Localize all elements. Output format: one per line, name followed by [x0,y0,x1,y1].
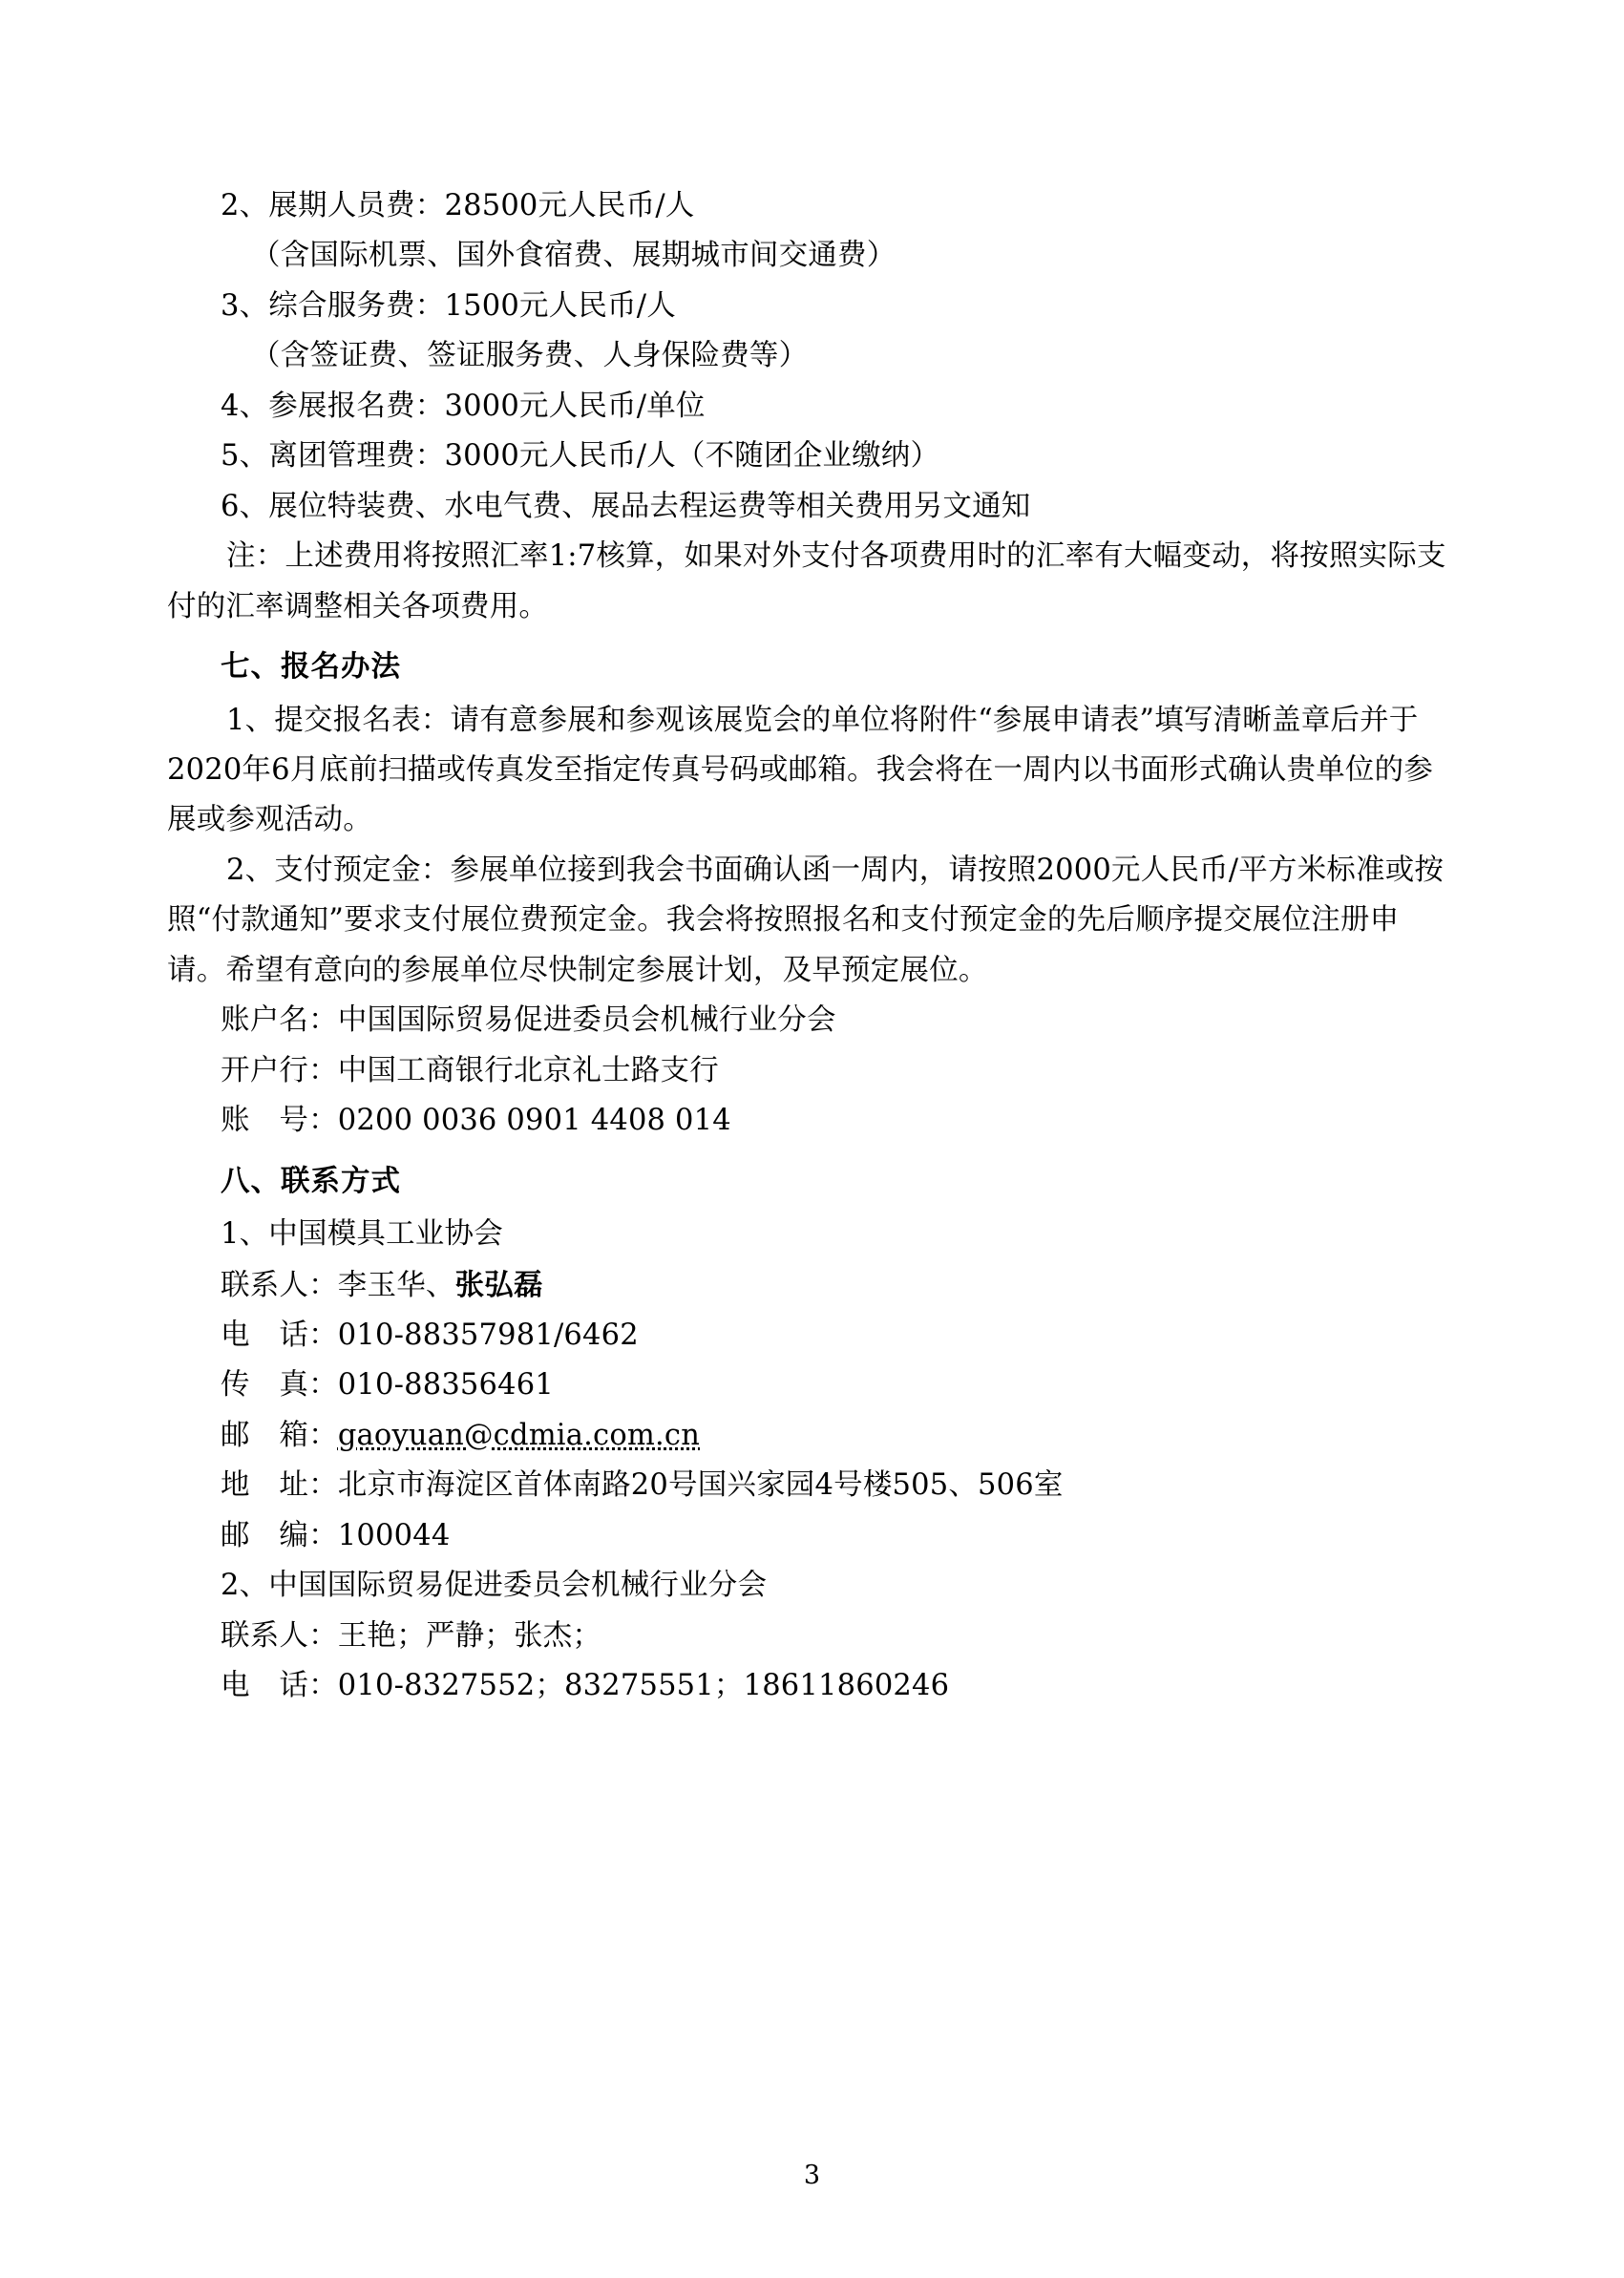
fee-item: 5、离团管理费：3000元人民币/人（不随团企业缴纳） [221,439,940,474]
fee-note: 注：上述费用将按照汇率1:7核算，如果对外支付各项费用时的汇率有大幅变动，将按照实际支付的汇率调整相关各项费用。 [167,539,1446,623]
org1-contact-prefix: 联系人：李玉华、 [221,1268,455,1302]
fee-item-detail: （含国际机票、国外食宿费、展期城市间交通费） [251,239,896,273]
org1-title: 1、中国模具工业协会 [221,1217,503,1252]
org1-fax: 传 真：010-88356461 [221,1368,554,1403]
org1-phone: 电 话：010-88357981/6462 [221,1318,639,1352]
fee-item: 4、参展报名费：3000元人民币/单位 [221,389,706,423]
org1-email-address[interactable]: gaoyuan@cdmia.com.cn [337,1418,701,1452]
page-number: 3 [803,2161,821,2190]
section-heading-seven: 七、报名办法 [221,649,401,685]
org1-contact-highlight: 张弘磊 [454,1267,543,1302]
org2-contact-person: 联系人：王艳；严静；张杰； [221,1618,602,1653]
org2-title: 2、中国国际贸易促进委员会机械行业分会 [221,1569,768,1603]
org1-contact-person [167,1260,1457,1311]
fee-item: 2、展期人员费：28500元人民币/人 [221,189,695,222]
section-seven-paragraph-1: 1、提交报名表：请有意参展和参观该展览会的单位将附件“参展申请表”填写清晰盖章后并于2020年6月底前扫描或传真发至指定传真号码或邮箱。我会将在一周内以书面形式确认贵单位的参展或参观活动。 [167,703,1434,837]
fee-item: 3、综合服务费：1500元人民币/人 [221,288,676,323]
bank-branch: 开户行：中国工商银行北京礼士路支行 [221,1053,719,1087]
document-body [167,181,1457,1712]
org1-email-prefix: 邮 箱： [221,1418,338,1452]
org2-phone: 电 话：010-8327552；83275551；18611860246 [221,1669,950,1703]
bank-account-number: 账 号：0200 0036 0901 4408 014 [221,1104,731,1138]
bank-account-name: 账户名：中国国际贸易促进委员会机械行业分会 [221,1003,836,1038]
org1-address: 地 址：北京市海淀区首体南路20号国兴家园4号楼505、506室 [221,1468,1064,1503]
fee-item: 6、展位特装费、水电气费、展品去程运费等相关费用另文通知 [221,489,1031,523]
fee-item-detail: （含签证费、签证服务费、人身保险费等） [251,339,809,373]
org1-email-row [167,1411,1457,1461]
section-seven-paragraph-2: 2、支付预定金：参展单位接到我会书面确认函一周内，请按照2000元人民币/平方米标准或按照“付款通知”要求支付展位费预定金。我会将按照报名和支付预定金的先后顺序提交展位注册申请。希望有意向的参展单位尽快制定参展计划，及早预定展位。 [167,853,1445,987]
section-heading-eight: 八、联系方式 [221,1163,401,1198]
org1-postcode: 邮 编：100044 [221,1518,451,1552]
